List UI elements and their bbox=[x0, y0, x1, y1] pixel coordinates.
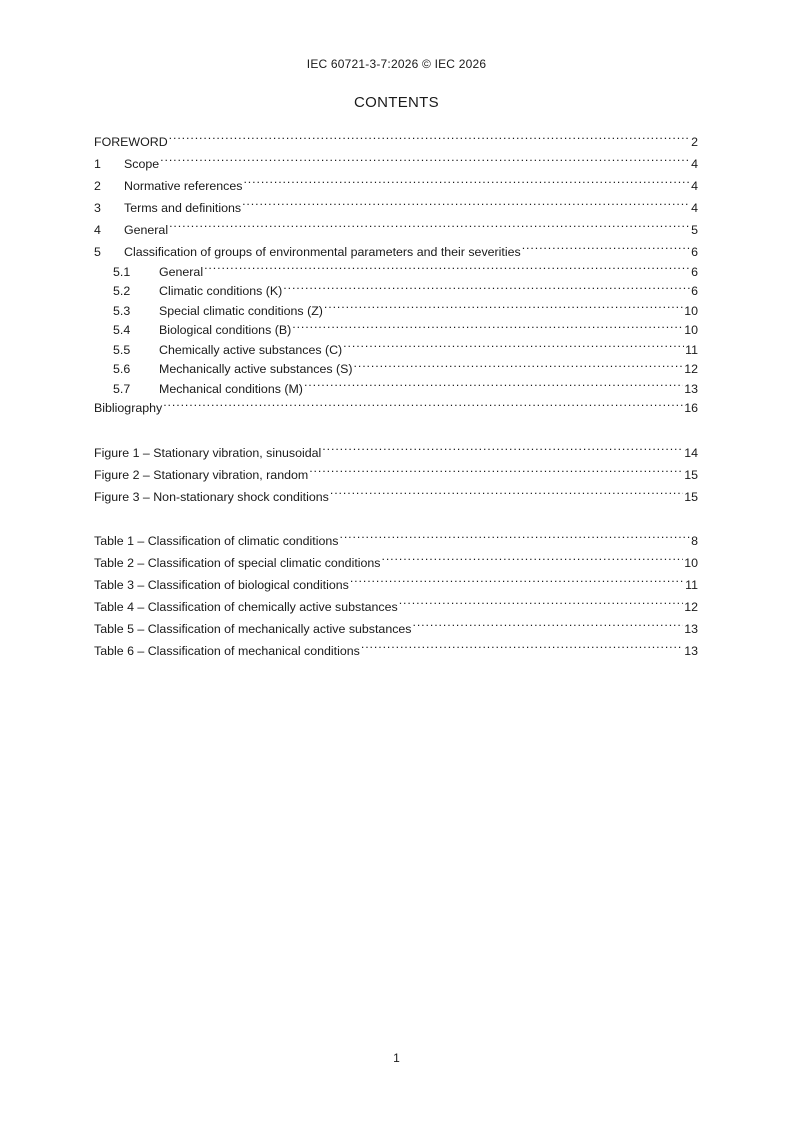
toc-entry-page: 12 bbox=[684, 362, 698, 376]
dot-leader bbox=[361, 633, 683, 655]
toc-entry-number: 5.6 bbox=[113, 362, 131, 376]
dot-leader bbox=[243, 168, 690, 190]
dot-leader bbox=[169, 124, 690, 146]
toc-entry-page: 6 bbox=[691, 245, 698, 259]
toc-entry-number: 5.5 bbox=[113, 342, 131, 357]
toc-entry-number: 5.7 bbox=[113, 381, 131, 396]
toc-entry-label: Normative references bbox=[124, 179, 243, 193]
page-number: 1 bbox=[393, 1051, 400, 1065]
toc-entry-label: Special climatic conditions (Z) bbox=[159, 303, 323, 318]
toc-entry-label: Figure 3 – Non-stationary shock conditions bbox=[94, 490, 329, 504]
toc-entry-number: 5.3 bbox=[113, 303, 131, 318]
toc-entry-page: 15 bbox=[684, 490, 698, 504]
toc-entry-label: Table 5 – Classification of mechanically active substances bbox=[94, 622, 412, 636]
dot-leader bbox=[160, 146, 690, 168]
toc-tables bbox=[94, 523, 698, 658]
contents-title: CONTENTS bbox=[354, 94, 439, 111]
dot-leader bbox=[304, 373, 683, 393]
toc-entry-page: 15 bbox=[684, 468, 698, 482]
toc-entry-label: Table 3 – Classification of biological conditions bbox=[94, 578, 349, 592]
toc-entry-normative-references[interactable] bbox=[94, 168, 698, 193]
toc-entry-page: 14 bbox=[684, 446, 698, 460]
toc-entry-number: 5.2 bbox=[113, 284, 131, 298]
toc-entry-page: 11 bbox=[685, 578, 698, 592]
toc-entry-label: Classification of groups of environmental parameters and their severities bbox=[124, 245, 521, 259]
toc-entry-page: 10 bbox=[684, 303, 698, 318]
toc-figure-1[interactable] bbox=[94, 435, 698, 460]
toc-entry-number: 5.4 bbox=[113, 323, 131, 337]
toc-entry-page: 4 bbox=[691, 201, 698, 215]
toc-entry-page: 5 bbox=[691, 223, 698, 237]
toc-figures bbox=[94, 435, 698, 504]
toc-entry-label: Table 6 – Classification of mechanical conditions bbox=[94, 644, 360, 658]
toc-entry-page: 6 bbox=[691, 284, 698, 298]
toc-entry-page: 12 bbox=[684, 600, 698, 614]
dot-leader bbox=[283, 276, 690, 296]
toc-table-1[interactable] bbox=[94, 523, 698, 548]
dot-leader bbox=[163, 393, 683, 413]
toc-entry-number: 2 bbox=[94, 179, 101, 193]
toc-entry-page: 10 bbox=[684, 323, 698, 337]
toc-entry-page: 6 bbox=[691, 264, 698, 279]
dot-leader bbox=[339, 523, 690, 545]
toc-entry-label: FOREWORD bbox=[94, 135, 168, 149]
dot-leader bbox=[522, 234, 690, 256]
toc-entry-page: 13 bbox=[684, 381, 698, 396]
toc-entry-general[interactable] bbox=[94, 212, 698, 237]
toc-entry-number: 5.1 bbox=[113, 264, 131, 279]
dot-leader bbox=[169, 212, 690, 234]
toc-entry-page: 13 bbox=[684, 644, 698, 658]
dot-leader bbox=[292, 315, 683, 335]
toc-entry-label: General bbox=[159, 264, 204, 279]
toc-entry-scope[interactable] bbox=[94, 146, 698, 171]
toc-entry-number: 4 bbox=[94, 223, 101, 237]
toc-entry-label: Figure 2 – Stationary vibration, random bbox=[94, 468, 309, 482]
toc-entry-page: 10 bbox=[684, 556, 698, 570]
toc-entry-label: Terms and definitions bbox=[124, 201, 242, 215]
toc-entry-label: Climatic conditions (K) bbox=[159, 284, 283, 298]
dot-leader bbox=[350, 567, 684, 589]
toc-entry-label: Biological conditions (B) bbox=[159, 323, 292, 337]
toc-entry-page: 11 bbox=[685, 342, 698, 357]
dot-leader bbox=[399, 589, 683, 611]
toc-entry-number: 3 bbox=[94, 201, 101, 215]
dot-leader bbox=[322, 435, 683, 457]
toc-entry-label: General bbox=[124, 223, 169, 237]
dot-leader bbox=[242, 190, 690, 212]
dot-leader bbox=[413, 611, 684, 633]
dot-leader bbox=[382, 545, 684, 567]
dot-leader bbox=[330, 479, 683, 501]
dot-leader bbox=[354, 354, 684, 374]
toc-entry-label: Mechanically active substances (S) bbox=[159, 362, 353, 376]
toc-entry-label: Figure 1 – Stationary vibration, sinusoidal bbox=[94, 446, 322, 460]
toc-entry-bibliography[interactable] bbox=[94, 393, 698, 413]
toc-entry-label: Chemically active substances (C) bbox=[159, 342, 343, 357]
toc-entry-classification[interactable] bbox=[94, 234, 698, 259]
toc-entry-label: Bibliography bbox=[94, 401, 163, 415]
toc-entry-label: Scope bbox=[124, 157, 160, 171]
dot-leader bbox=[309, 457, 683, 479]
toc-entry-page: 4 bbox=[691, 157, 698, 171]
toc-entry-page: 16 bbox=[684, 401, 698, 415]
dot-leader bbox=[343, 334, 684, 354]
document-header: IEC 60721-3-7:2026 © IEC 2026 bbox=[306, 57, 487, 71]
toc-entry-page: 8 bbox=[691, 534, 698, 548]
toc-entry-label: Mechanical conditions (M) bbox=[159, 381, 303, 396]
toc-entry-page: 4 bbox=[691, 179, 698, 193]
toc-entry-label: Table 4 – Classification of chemically active substances bbox=[94, 600, 398, 614]
toc-entry-number: 1 bbox=[94, 157, 101, 171]
toc-entry-label: Table 2 – Classification of special climatic conditions bbox=[94, 556, 381, 570]
dot-leader bbox=[204, 256, 690, 276]
toc-entry-page: 2 bbox=[691, 135, 698, 149]
toc-entry-page: 13 bbox=[684, 622, 698, 636]
toc-sections bbox=[94, 124, 698, 259]
toc-subsections bbox=[94, 256, 698, 415]
toc-entry-foreword[interactable] bbox=[94, 124, 698, 149]
dot-leader bbox=[324, 295, 683, 315]
toc-entry-5-1[interactable] bbox=[94, 256, 698, 279]
toc-entry-label: Table 1 – Classification of climatic conditions bbox=[94, 534, 339, 548]
toc-entry-number: 5 bbox=[94, 245, 101, 259]
